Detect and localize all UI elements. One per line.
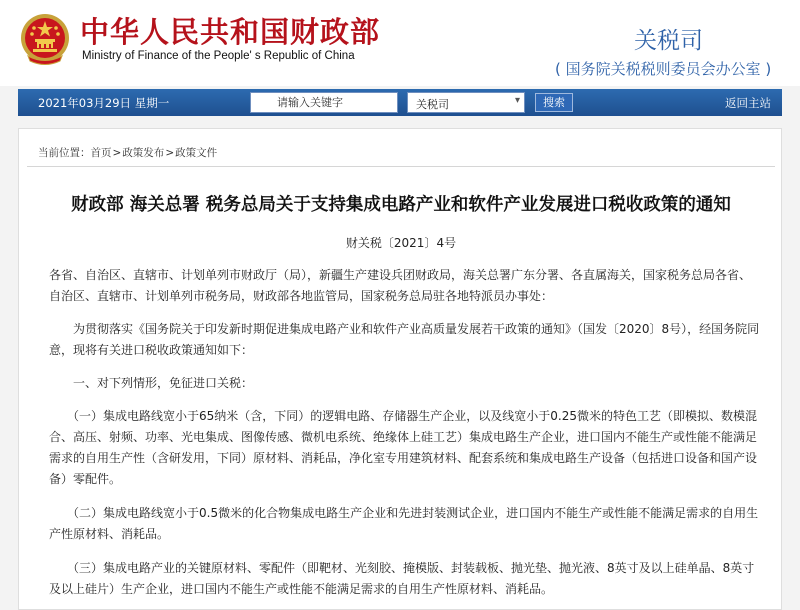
breadcrumb-separator: >	[165, 147, 175, 159]
document-paragraph: （二）集成电路线宽小于0.5微米的化合物集成电路生产企业和先进封装测试企业，进口国内不能生产或性能不能满足需求的自用生产性原材料、消耗品。	[49, 506, 759, 541]
ministry-title-en: Ministry of Finance of the People' s Republic of China	[82, 50, 355, 62]
scope-select-value: 关税司	[416, 98, 449, 111]
department-subtitle: ( 国务院关税税则委员会办公室 )	[555, 60, 772, 78]
document-number: 财关税〔2021〕4号	[345, 236, 457, 250]
breadcrumb-item-documents[interactable]: 政策文件	[175, 147, 218, 159]
document-title: 财政部 海关总署 税务总局关于支持集成电路产业和软件产业发展进口税收政策的通知	[71, 195, 731, 215]
breadcrumb-divider	[27, 166, 775, 167]
national-emblem-icon	[20, 11, 70, 67]
site-header	[0, 0, 800, 86]
department-name[interactable]: 关税司	[634, 28, 703, 54]
breadcrumb	[38, 145, 217, 160]
top-navbar	[18, 89, 782, 116]
document-paragraph: 为贯彻落实《国务院关于印发新时期促进集成电路产业和软件产业高质量发展若干政策的通知》（国发〔2020〕8号），经国务院同意，现将有关进口税收政策通知如下：	[49, 322, 760, 357]
document-paragraph: 一、对下列情形，免征进口关税：	[49, 376, 254, 390]
current-date: 2021年03月29日 星期一	[38, 96, 170, 110]
document-paragraph: （一）集成电路线宽小于65纳米（含，下同）的逻辑电路、存储器生产企业，以及线宽小于0.25微米的特色工艺（即模拟、数模混合、高压、射频、功率、光电集成、图像传感、微机电系统、绝缘体上硅工艺）集成电路生产企业，进口国内不能生产或性能不能满足需求的自用生产性（含研发用，下同）原材料、消耗品，净化室专用建筑材料、配套系统和集成电路生产设备（包括进口设备和国产设备）零配件。	[49, 409, 758, 486]
breadcrumb-item-policy[interactable]: 政策发布	[122, 147, 165, 159]
document-paragraph: 各省、自治区、直辖市、计划单列市财政厅（局），新疆生产建设兵团财政局，海关总署广东分署、各直属海关，国家税务总局各省、自治区、直辖市、计划单列市税务局，财政部各地监管局，国家税务总局驻各地特派员办事处：	[49, 268, 752, 303]
search-input[interactable]	[250, 92, 398, 113]
breadcrumb-item-home[interactable]: 首页	[90, 147, 112, 159]
scope-select[interactable]	[407, 92, 525, 113]
breadcrumb-separator: >	[112, 147, 122, 159]
article-panel	[18, 128, 782, 610]
ministry-title-cn: 中华人民共和国财政部	[80, 15, 381, 49]
breadcrumb-prefix: 当前位置：	[38, 147, 91, 159]
search-button[interactable]: 搜索	[535, 93, 573, 112]
chevron-down-icon: ▾	[514, 95, 520, 106]
return-home-link[interactable]: 返回主站	[725, 96, 771, 110]
document-paragraph: （三）集成电路产业的关键原材料、零配件（即靶材、光刻胶、掩模版、封装载板、抛光垫、抛光液、8英寸及以上硅单晶、8英寸及以上硅片）生产企业，进口国内不能生产或性能不能满足需求的自用生产性原材料、消耗品。	[49, 561, 755, 596]
